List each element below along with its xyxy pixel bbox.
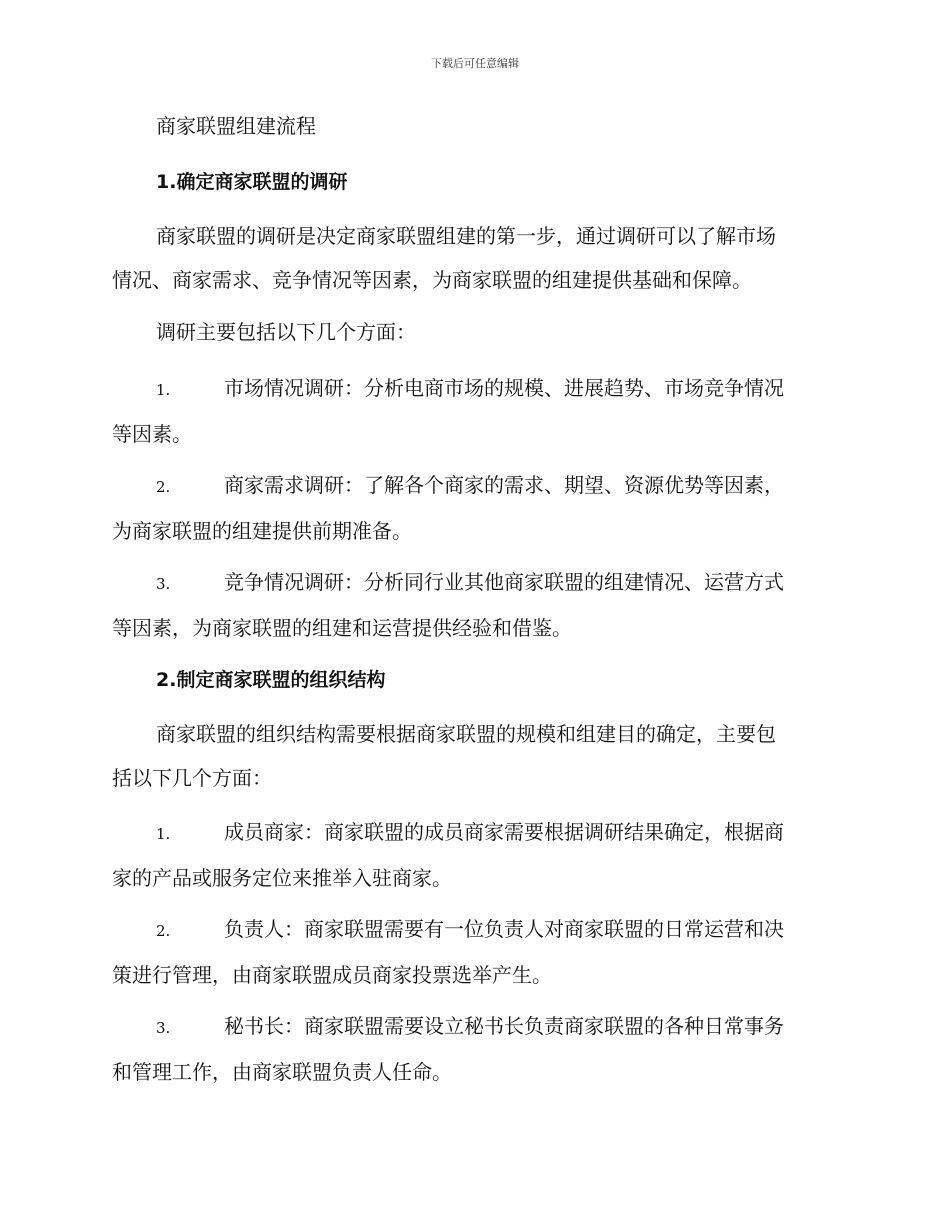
section-1-intro (112, 214, 832, 302)
section-1-item-2 (112, 463, 832, 553)
item-text-line-2: 策进行管理，由商家联盟成员商家投票选举产生。 (112, 963, 552, 987)
section-1-intro-line-2: 情况、商家需求、竞争情况等因素，为商家联盟的组建提供基础和保障。 (112, 268, 752, 292)
item-text-line-1: 成员商家：商家联盟的成员商家需要根据调研结果确定，根据商 (224, 820, 784, 844)
item-text-line-1: 商家需求调研：了解各个商家的需求、期望、资源优势等因素， (224, 473, 784, 497)
item-text-line-1: 竞争情况调研：分析同行业其他商家联盟的组建情况、运营方式 (224, 570, 784, 594)
item-text-line-2: 等因素，为商家联盟的组建和运营提供经验和借鉴。 (112, 616, 572, 640)
section-2-item-3 (112, 1004, 832, 1094)
section-2-item-1 (112, 810, 832, 900)
section-2-intro (112, 712, 832, 800)
item-text-line-1: 秘书长：商家联盟需要设立秘书长负责商家联盟的各种日常事务 (224, 1014, 784, 1038)
item-number: 1. (156, 825, 171, 843)
section-1-intro-line-1: 商家联盟的调研是决定商家联盟组建的第一步，通过调研可以了解市场 (156, 224, 776, 248)
item-number: 3. (156, 575, 171, 593)
item-text-line-2: 家的产品或服务定位来推举入驻商家。 (112, 866, 452, 890)
section-2-heading: 2.制定商家联盟的组织结构 (156, 669, 386, 691)
item-number: 2. (156, 922, 171, 940)
section-2-item-2 (112, 907, 832, 997)
section-2-intro-line-1: 商家联盟的组织结构需要根据商家联盟的规模和组建目的确定，主要包 (156, 722, 776, 746)
section-1-heading: 1.确定商家联盟的调研 (156, 171, 348, 193)
section-1-item-3 (112, 560, 832, 650)
item-text-line-1: 市场情况调研：分析电商市场的规模、进展趋势、市场竞争情况 (224, 376, 784, 400)
item-number: 2. (156, 478, 171, 496)
item-text-line-2: 为商家联盟的组建提供前期准备。 (112, 519, 412, 543)
document-title: 商家联盟组建流程 (156, 114, 316, 138)
page-header: 下载后可任意编辑 (431, 57, 519, 70)
item-text-line-2: 和管理工作，由商家联盟负责人任命。 (112, 1060, 452, 1084)
section-1-lead: 调研主要包括以下几个方面： (156, 320, 416, 344)
section-1-item-1 (112, 366, 832, 456)
item-text-line-2: 等因素。 (112, 422, 192, 446)
section-2-intro-line-2: 括以下几个方面： (112, 766, 272, 790)
item-number: 1. (156, 381, 171, 399)
item-text-line-1: 负责人：商家联盟需要有一位负责人对商家联盟的日常运营和决 (224, 917, 784, 941)
item-number: 3. (156, 1019, 171, 1037)
